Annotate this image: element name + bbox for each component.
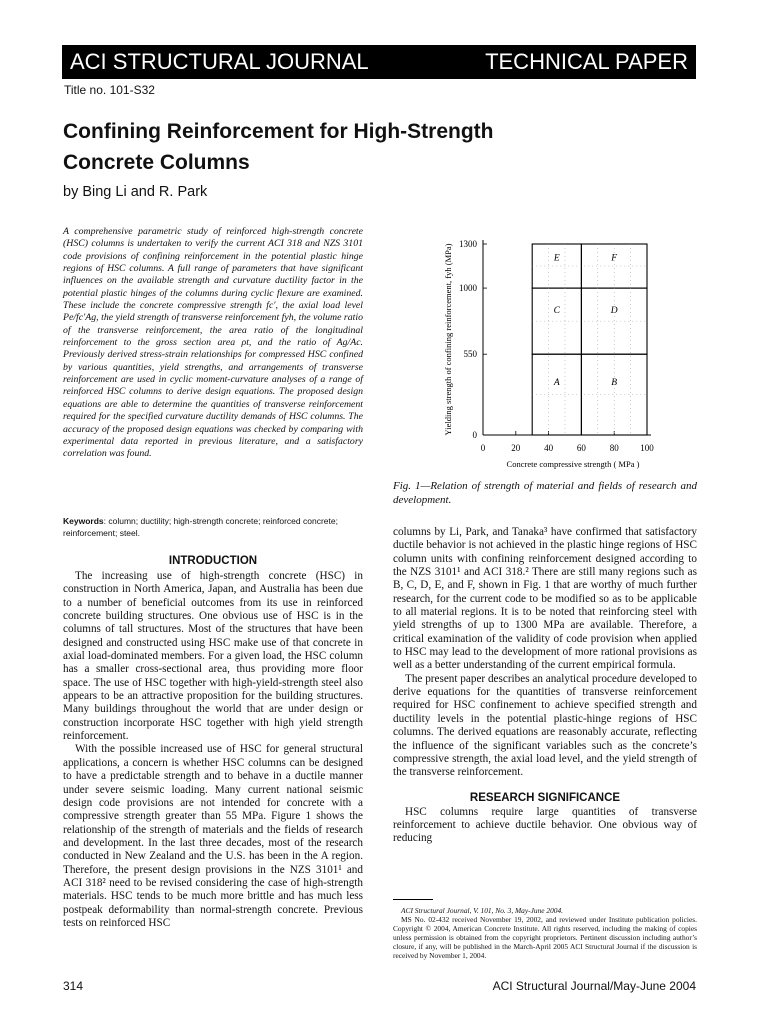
right-column xyxy=(393,526,697,846)
keywords-text: : column; ductility; high-strength concrete; reinforced concrete; reinforcement; steel. xyxy=(63,516,338,538)
footnote-line-2: MS No. 02-432 received November 19, 2002, and reviewed under Institute publication policies. Copyright © 2004, American Concrete Institute. All rights reserved, including the making of copies unless permission is obtained from the copyright proprietors. Pertinent discussion including author’s closure, if any, will be published in the March-April 2005 ACI Structural Journal if the discussion is received by November 1, 2004. xyxy=(393,915,697,960)
introduction-heading: INTRODUCTION xyxy=(168,555,258,567)
region-chart xyxy=(393,232,697,472)
x-axis-label: Concrete compressive strength ( MPa ) xyxy=(506,459,640,469)
paper-title xyxy=(63,116,683,178)
intro-paragraph-2: With the possible increased use of HSC for general structural applications, a concern is whether HSC columns can be designed to have a predictable strength and to behave in a ductile manner under severe seismic loading. Many current national seismic design code provisions are not intended for concrete with a compressive strength greater than 55 MPa. Figure 1 shows the relationship of the strength of materials and the fields of research and development. In the last three decades, most of the research conducted in New Zealand and the U.S. has been in the A region. Therefore, the present design provisions in the NZS 3101¹ and ACI 318² need to be revised considering the case of high-strength materials. HSC tends to be much more brittle and has much less postpeak deformability than normal-strength concrete. Previous tests on reinforced HSC xyxy=(63,743,363,929)
journal-banner xyxy=(62,45,696,79)
y-axis-label: Yielding strength of confining reinforcement, fyh (MPa) xyxy=(443,243,453,436)
footnote-rule xyxy=(393,899,433,900)
region-label-f: F xyxy=(611,253,618,264)
x-tick-label: 0 xyxy=(480,443,486,453)
footnote xyxy=(393,906,697,960)
y-tick-label: 1000 xyxy=(459,283,477,294)
region-label-b: B xyxy=(611,377,618,388)
left-column xyxy=(63,555,363,930)
research-paragraph-1: HSC columns require large quantities of transverse reinforcement to achieve ductile behavior. One obvious way of reducing xyxy=(393,805,697,845)
journal-footer: ACI Structural Journal/May-June 2004 xyxy=(492,979,696,993)
right-paragraph-1: columns by Li, Park, and Tanaka³ have confirmed that satisfactory ductile behavior is not achieved in the plastic hinge regions of HSC column units with confining reinforcement designed according to the NZS 3101¹ and ACI 318.² There are still many regions such as B, C, D, E, and F, shown in Fig. 1 that are worthy of much further research, for the current code to be modified so as to be applicable to all material regions. It is to be noted that reinforcing steel with yield strengths of up to 1300 MPa are available. Therefore, a critical examination of the validity of code provision when applied to HSC may lead to the development of more rational provisions as well as a better understanding of the current empirical formula. xyxy=(393,526,697,672)
journal-name: ACI STRUCTURAL JOURNAL xyxy=(70,49,369,74)
abstract: A comprehensive parametric study of reinforced high-strength concrete (HSC) columns is undertaken to verify the current ACI 318 and NZS 3101 code provisions of confining reinforcement in the potential plastic hinge regions of HSC columns. A full range of parameters that have significant influences on the available strength and curvature ductility factor in the potential plastic hinges of the columns during cyclic flexure are examined. These include the concrete compressive strength fc′, the axial load level Pe/fc′Ag, the yield strength of transverse reinforcement fyh, the volume ratio of the transverse reinforcement, the area ratio of the longitudinal reinforcement to the gross section area ρt, and the ratio of Ag/Ac. Previously derived stress-strain relationships for compressed HSC confined by various quantities, yield strengths, and arrangements of transverse reinforcement are used in cyclic moment-curvature analyses of a range of reinforced HSC columns to derive design equations. The proposed design equations are able to determine the quantities of transverse reinforcement required for the specified curvature ductility demands of HSC columns. The accuracy of the proposed design equations was checked by comparing with experimental data reported in previous literature, and a satisfactory correlation was found. xyxy=(63,226,363,460)
region-label-c: C xyxy=(553,306,560,317)
right-paragraph-2: The present paper describes an analytical procedure developed to derive equations for the quantities of transverse reinforcement required for HSC confinement to achieve specified strength and ductility levels in the potential plastic-hinge regions of HSC columns. The derived equations are reasonably accurate, reflecting the influence of the significant variables such as the concrete’s compressive strength, the axial load level, and the yield strength of the transverse reinforcement. xyxy=(393,672,697,779)
y-tick-label: 0 xyxy=(472,430,477,440)
keywords-label: Keywords xyxy=(63,516,104,526)
region-label-a: A xyxy=(553,377,560,388)
x-tick-label: 80 xyxy=(609,443,619,453)
figure-1 xyxy=(393,232,697,472)
title-number: Title no. 101-S32 xyxy=(64,83,155,97)
x-tick-label: 100 xyxy=(640,443,654,453)
page-number: 314 xyxy=(63,979,84,993)
research-significance-heading: RESEARCH SIGNIFICANCE xyxy=(469,791,621,804)
keywords xyxy=(63,516,363,539)
title-line-2: Concrete Columns xyxy=(63,151,250,174)
y-tick-label: 1300 xyxy=(459,239,477,249)
title-line-1: Confining Reinforcement for High-Strength xyxy=(63,120,494,143)
figure-caption: Fig. 1—Relation of strength of material and fields of research and development. xyxy=(393,480,697,506)
x-tick-label: 60 xyxy=(576,443,586,453)
x-tick-label: 20 xyxy=(511,443,521,453)
footnote-line-1: ACI Structural Journal, V. 101, No. 3, May-June 2004. xyxy=(401,906,564,915)
region-label-e: E xyxy=(553,253,560,264)
author-line: by Bing Li and R. Park xyxy=(63,184,208,200)
y-tick-label: 550 xyxy=(463,349,477,360)
intro-paragraph-1: The increasing use of high-strength concrete (HSC) in construction in North America, Japan, and Australia has been due to a number of beneficial outcomes from its use in reinforced concrete building structures. One obvious use of HSC is in the columns of tall structures. Most of the structures that have been designed and constructed using HSC make use of that concrete in axial load-dominated members. For a given load, the HSC column has a smaller cross-sectional area, thus providing more floor space. The use of HSC together with high-yield-strength steel also appears to be an attractive proposition for the building structures. Many buildings throughout the world that are under design or construction incorporate HSC together with high yield strength reinforcement. xyxy=(63,570,363,743)
region-label-d: D xyxy=(610,306,618,317)
x-tick-label: 40 xyxy=(544,443,554,453)
paper-type: TECHNICAL PAPER xyxy=(485,49,688,74)
